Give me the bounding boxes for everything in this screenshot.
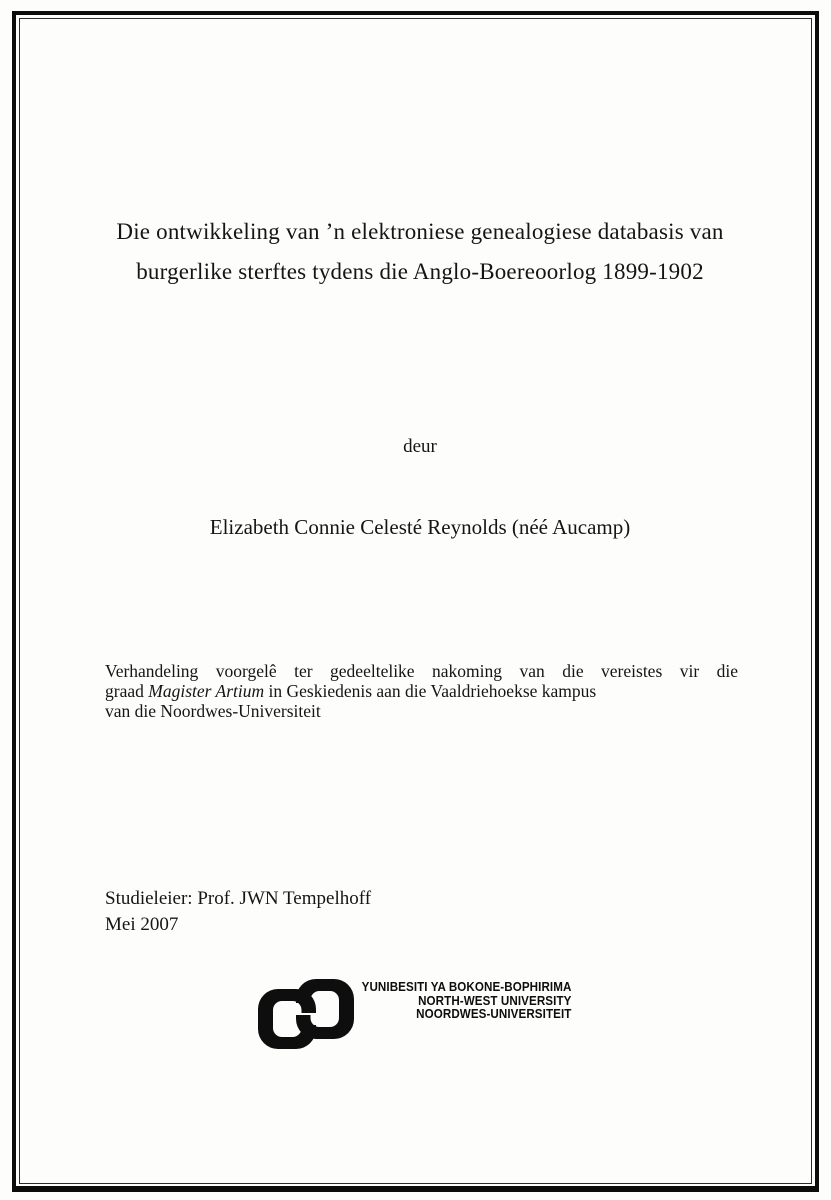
- supervisor-line: Studieleier: Prof. JWN Tempelhoff: [105, 888, 372, 909]
- statement-line-1: Verhandeling voorgelê ter gedeeltelike nakoming van die vereistes vir die: [105, 661, 738, 681]
- statement-line-2-pre: graad: [105, 681, 149, 702]
- thesis-title-line-2: burgerlike sterftes tydens die Anglo-Boereoorlog 1899-1902: [136, 259, 704, 284]
- university-logo-text: [361, 980, 571, 1021]
- university-logo: [258, 974, 578, 1056]
- thesis-title-line-1: Die ontwikkeling van ’n elektroniese genealogiese databasis van: [116, 219, 724, 244]
- statement-line-2: [105, 681, 738, 701]
- submission-statement: [105, 661, 738, 722]
- university-logo-icon: [258, 976, 354, 1052]
- author-name: Elizabeth Connie Celesté Reynolds (néé Aucamp): [209, 515, 631, 539]
- university-name-english: NORTH-WEST UNIVERSITY: [417, 992, 571, 1008]
- statement-line-3: van die Noordwes-Universiteit: [105, 701, 321, 722]
- university-name-afrikaans: NOORDWES-UNIVERSITEIT: [415, 1006, 571, 1022]
- thesis-title: [70, 212, 770, 292]
- degree-name: Magister Artium: [148, 681, 265, 702]
- university-name-setswana: YUNIBESITI YA BOKONE-BOPHIRIMA: [361, 979, 571, 994]
- statement-line-2-post: in Geskiedenis aan die Vaaldriehoekse kampus: [264, 681, 597, 702]
- supervisor-block: [105, 886, 605, 937]
- date-line: Mei 2007: [105, 913, 179, 935]
- byline: deur: [403, 436, 437, 457]
